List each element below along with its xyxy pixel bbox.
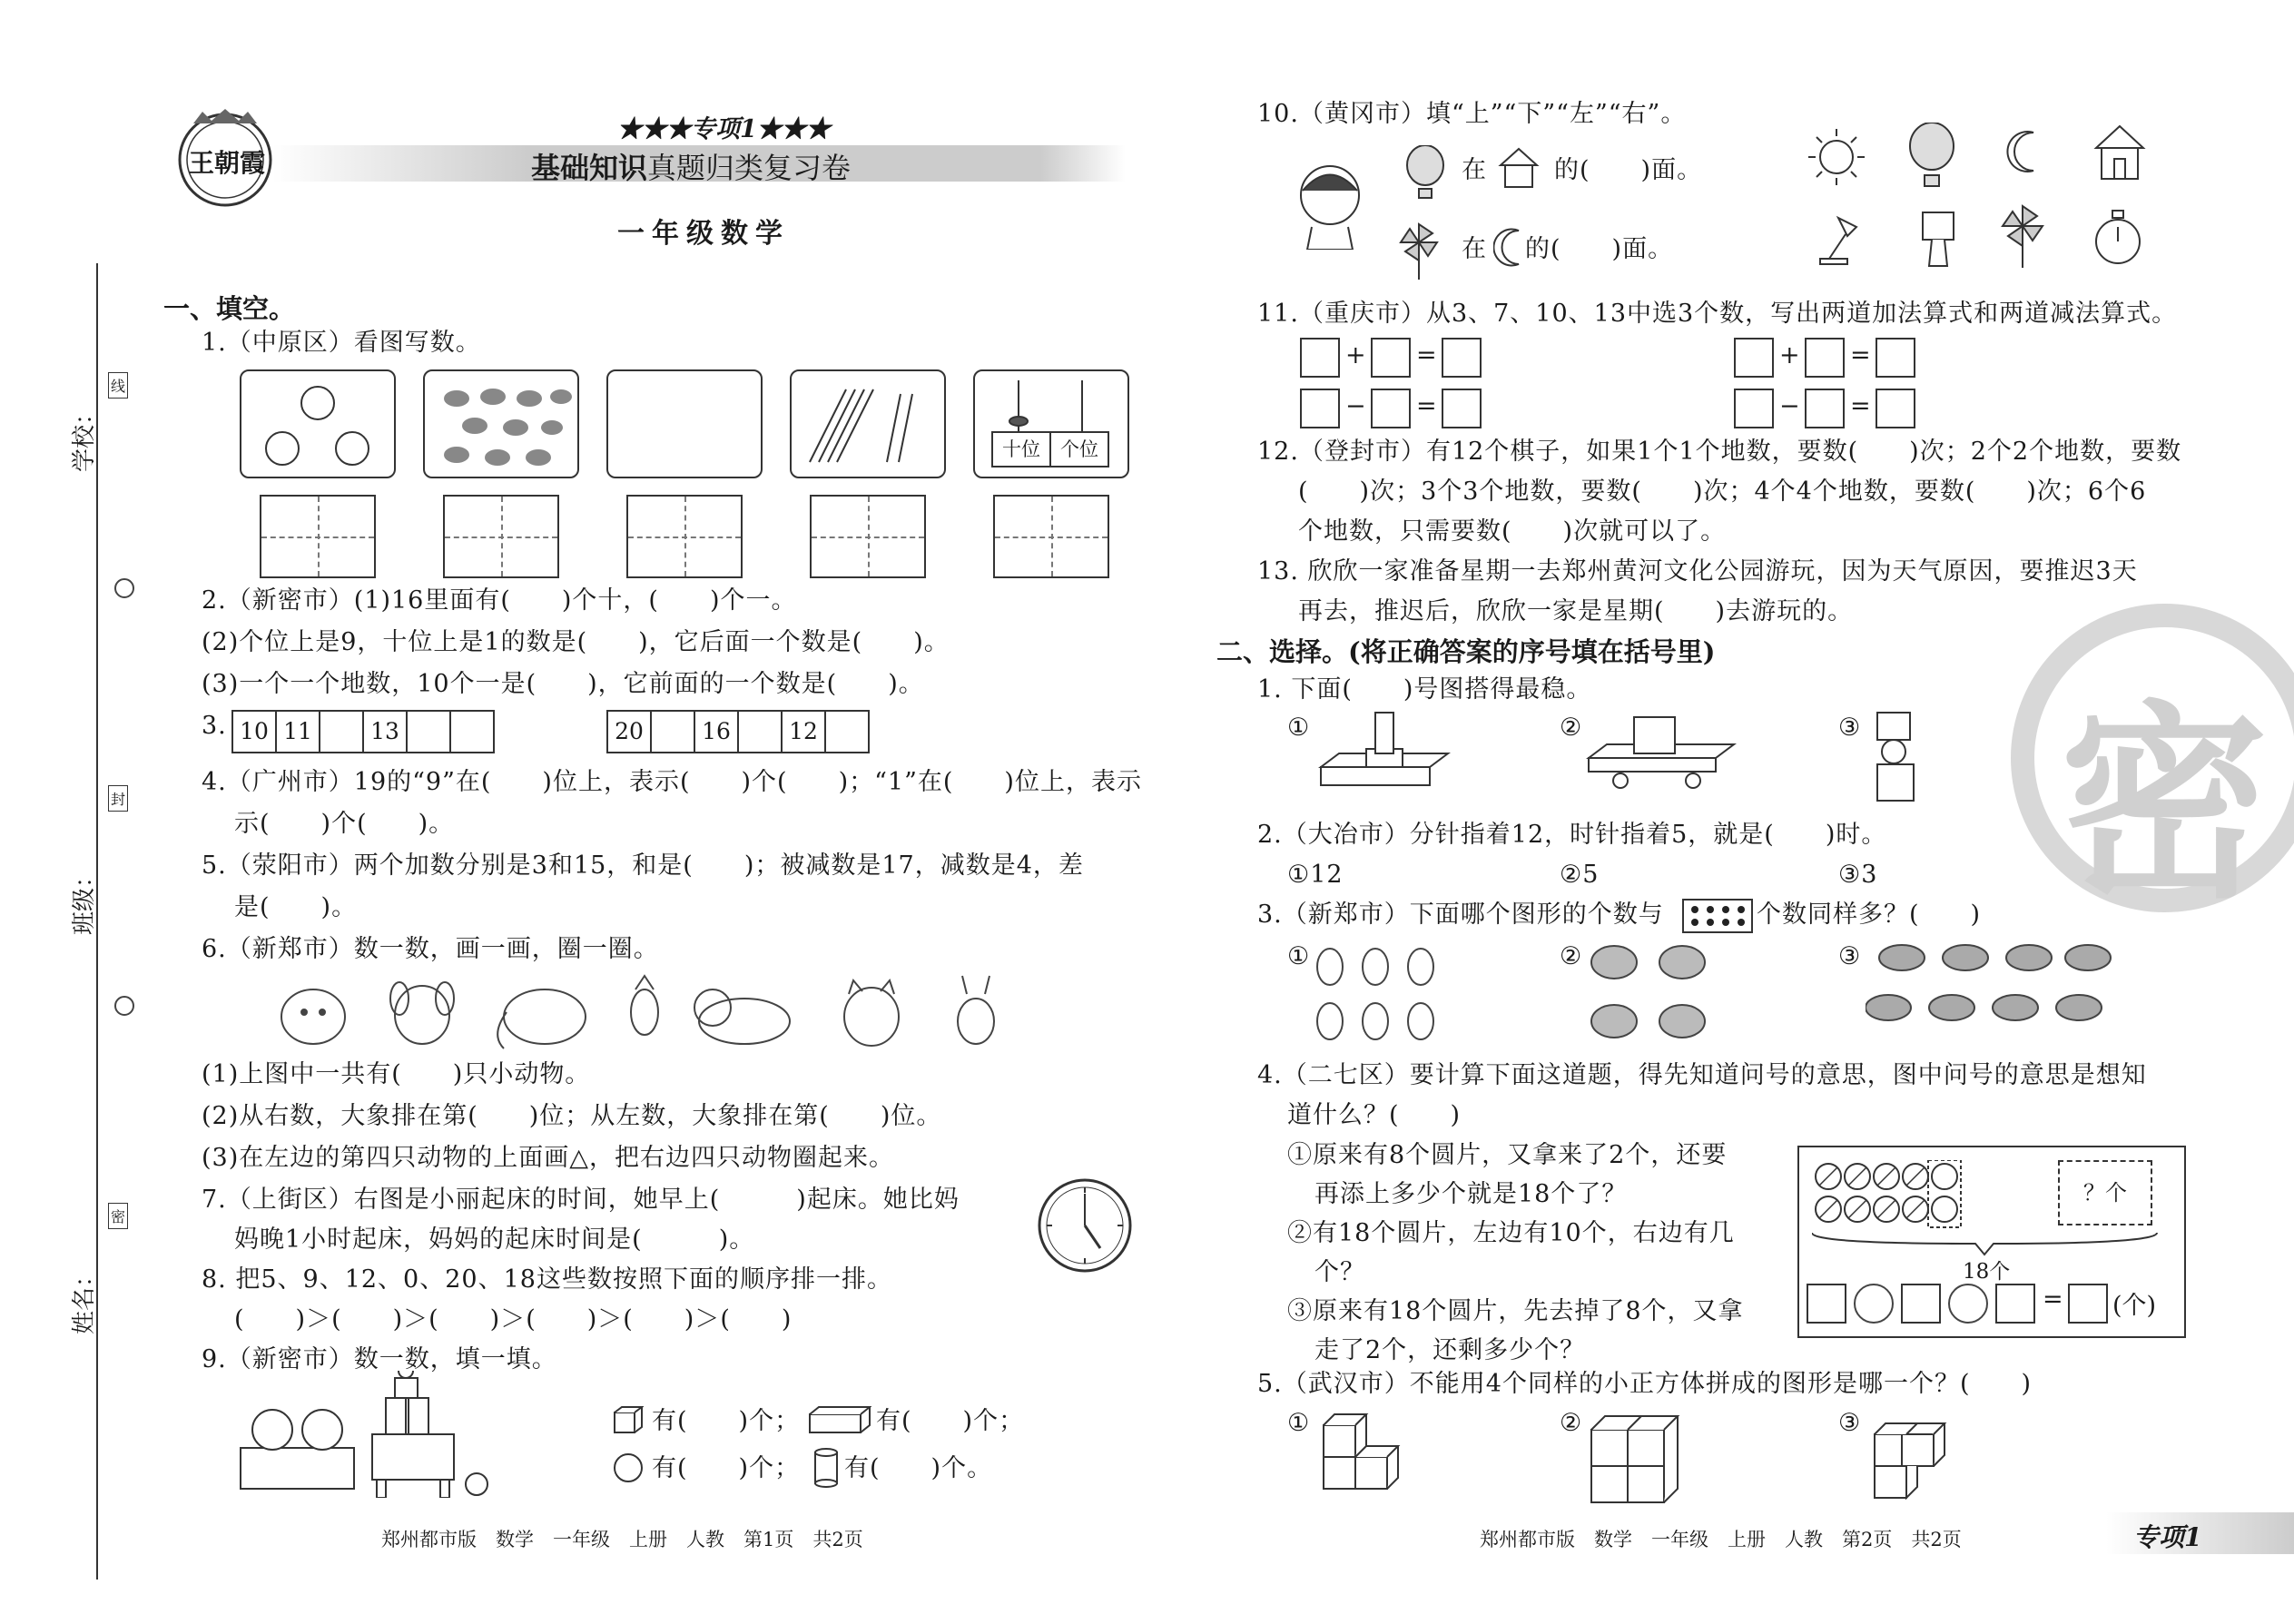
c4-eq-box[interactable] <box>2068 1284 2108 1324</box>
c2-opt-2: ②5 <box>1560 861 1600 889</box>
q3-cell[interactable] <box>451 712 493 752</box>
c4-line-1: 4.（二七区）要计算下面这道题，得先知道问号的意思，图中问号的意思是想知 <box>1257 1061 2147 1089</box>
q9-cube-count: 有( )个； <box>652 1407 801 1435</box>
c4-question-box: ？个 <box>2058 1160 2152 1225</box>
c4-eq-op-circle[interactable] <box>1854 1284 1894 1324</box>
binding-hole-1 <box>114 578 134 598</box>
c4-opt-1a: ①原来有8个圆片，又拿来了2个，还要 <box>1287 1141 1728 1169</box>
q3-cell[interactable] <box>320 712 364 752</box>
q11-box[interactable] <box>1734 338 1774 378</box>
sphere-icon <box>613 1452 644 1483</box>
q11-box[interactable] <box>1442 389 1482 428</box>
q3-cell: 11 <box>277 712 320 752</box>
c3-fish <box>1866 940 2120 1030</box>
c3-opt-2: ② <box>1560 942 1583 970</box>
q3-cell: 10 <box>233 712 277 752</box>
q11-box[interactable] <box>1442 338 1482 378</box>
c3-text-pre: 3.（新郑市）下面哪个图形的个数与 <box>1257 901 1664 929</box>
c4-opt-3a: ③原来有18个圆片，先去掉了8个，又拿 <box>1287 1297 1744 1325</box>
page-title <box>531 145 851 187</box>
q3-cell[interactable] <box>826 712 868 752</box>
header-stars: ★★★专项1★★★ <box>617 115 831 143</box>
q1-picture-sticks <box>790 369 946 478</box>
q6-animals <box>272 971 1017 1053</box>
vase-icon <box>1915 207 1961 271</box>
cylinder-icon <box>812 1447 840 1489</box>
corner-tag <box>2106 1512 2294 1554</box>
watermark-seal <box>2011 604 2294 927</box>
c5-figure-1 <box>1314 1407 1414 1507</box>
c1-text: 1. 下面( )号图搭得最稳。 <box>1257 675 1592 704</box>
c3-dots-icon <box>1682 899 1753 933</box>
c3-text-post: 个数同样多？( ) <box>1757 901 1982 929</box>
q2-line-1: 2.（新密市）(1)16里面有( )个十，( )个一。 <box>202 586 797 615</box>
q3-cell[interactable] <box>652 712 695 752</box>
pinwheel-icon <box>1396 222 1442 281</box>
q10a-post: 的( )面。 <box>1554 156 1703 184</box>
c5-opt-1: ① <box>1287 1409 1311 1437</box>
q6-sub-2: (2)从右数，大象排在第( )位；从左数，大象排在第( )位。 <box>202 1102 942 1130</box>
binding-mark-3: 密 <box>108 1203 128 1229</box>
q6-text: 6.（新郑市）数一数，画一画，圈一圈。 <box>202 935 659 963</box>
c4-line-2: 道什么？( ) <box>1287 1101 1462 1129</box>
q13-line-1: 13. 欣欣一家准备星期一去郑州黄河文化公园游玩，因为天气原因，要推迟3天 <box>1257 557 2138 586</box>
left-footer: 郑州都市版 数学 一年级 上册 人教 第1页 共2页 <box>381 1529 863 1550</box>
q9-shape-picture <box>236 1371 499 1498</box>
q1-answer-grid-3[interactable] <box>626 495 743 578</box>
right-footer: 郑州都市版 数学 一年级 上册 人教 第2页 共2页 <box>1480 1529 1962 1550</box>
q7-line-2: 妈晚1小时起床，妈妈的起床时间是( )。 <box>234 1225 755 1254</box>
q1-answer-grid-4[interactable] <box>810 495 926 578</box>
q8-text: 8. 把5、9、12、0、20、18这些数按照下面的顺序排一排。 <box>202 1265 892 1294</box>
corner-tag-text: 专项1 <box>2133 1522 2202 1552</box>
house-icon <box>1496 145 1541 191</box>
q11-op: = <box>1850 341 1872 369</box>
q2-line-2: (2)个位上是9，十位上是1的数是( )，它后面一个数是( )。 <box>202 628 950 656</box>
q12-line-3: 个地数，只需要数( )次就可以了。 <box>1298 517 1727 546</box>
q2-line-3: (3)一个一个地数，10个一是( )，它前面的一个数是( )。 <box>202 670 924 698</box>
q1-answer-grid-2[interactable] <box>443 495 559 578</box>
c2-opt-1: ①12 <box>1287 861 1344 889</box>
cube-icon <box>613 1405 644 1436</box>
c5-figure-2 <box>1587 1407 1687 1507</box>
lamp-icon <box>1811 209 1871 269</box>
q13-line-2: 再去，推迟后，欣欣一家是星期( )去游玩的。 <box>1298 597 1854 625</box>
q9-text: 9.（新密市）数一数，填一填。 <box>202 1345 557 1373</box>
q11-box[interactable] <box>1805 389 1845 428</box>
q1-answer-grid-1[interactable] <box>260 495 376 578</box>
c1-figure-3 <box>1870 708 1925 808</box>
c4-opt-2b: 个？ <box>1314 1258 1365 1286</box>
c4-total-label: 18个 <box>1963 1260 2011 1284</box>
logo-text: 王朝霞 <box>189 148 266 178</box>
c3-pears <box>1312 940 1448 1048</box>
q4-line-2: 示( )个( )。 <box>234 810 455 838</box>
q11-op: + <box>1345 341 1367 369</box>
stopwatch-icon <box>2092 209 2143 267</box>
q12-line-2: ( )次；3个3个地数，要数( )次；4个4个地数，要数( )次；6个6 <box>1298 477 2147 506</box>
c4-eq-box[interactable] <box>1901 1284 1941 1324</box>
q11-box[interactable] <box>1300 338 1340 378</box>
c3-opt-3: ③ <box>1838 942 1862 970</box>
c1-opt-2: ② <box>1560 714 1583 742</box>
q3-cell: 13 <box>364 712 408 752</box>
c3-opt-1: ① <box>1287 942 1311 970</box>
binding-hole-2 <box>114 996 134 1016</box>
q11-box[interactable] <box>1371 389 1411 428</box>
q11-box[interactable] <box>1876 338 1915 378</box>
q10a-pre: 在 <box>1462 156 1487 184</box>
logo <box>162 107 289 216</box>
c1-opt-3: ③ <box>1838 714 1862 742</box>
c5-opt-3: ③ <box>1838 1409 1862 1437</box>
c4-eq-box[interactable] <box>1807 1284 1846 1324</box>
q11-box[interactable] <box>1734 389 1774 428</box>
watermark-text: 密 <box>2060 682 2269 927</box>
balloon-icon-2 <box>1906 123 1957 188</box>
q11-op: + <box>1779 341 1801 369</box>
moon-icon-2 <box>2006 129 2046 174</box>
binding-mark-1: 线 <box>108 372 128 399</box>
sun-icon <box>1807 127 1866 187</box>
page-title-rest: 真题归类复习卷 <box>647 151 852 185</box>
c2-opt-3: ③3 <box>1838 861 1878 889</box>
q3-cell[interactable] <box>408 712 451 752</box>
q1-text: 1.（中原区）看图写数。 <box>202 329 481 357</box>
moon-icon <box>1493 227 1530 268</box>
q11-text: 11.（重庆市）从3、7、10、13中选3个数，写出两道加法算式和两道减法算式。 <box>1257 300 2178 328</box>
cuboid-icon <box>808 1405 871 1436</box>
binding-mark-2: 封 <box>108 785 128 812</box>
q10b-post: 的( )面。 <box>1525 235 1674 263</box>
q3-number: 3. <box>202 712 227 740</box>
q1-picture-leaves <box>423 369 579 478</box>
abacus-tens-label: 十位 <box>991 431 1051 468</box>
section-2-heading: 二、选择。(将正确答案的序号填在括号里) <box>1216 636 1716 667</box>
c3-butterflies <box>1587 940 1714 1048</box>
c4-opt-3b: 走了2个，还剩多少个？ <box>1314 1336 1586 1364</box>
q6-sub-3: (3)在左边的第四只动物的上面画△，把右边四只动物圈起来。 <box>202 1144 895 1172</box>
c4-eq-op-circle[interactable] <box>1948 1284 1988 1324</box>
q11-op: − <box>1779 392 1801 420</box>
page-title-bold: 基础知识 <box>531 151 648 185</box>
c1-opt-1: ① <box>1287 714 1311 742</box>
c1-figure-1 <box>1316 708 1452 799</box>
q1-picture-abacus <box>973 369 1129 478</box>
c5-figure-3 <box>1866 1407 1947 1507</box>
binding-school: 学校： <box>71 400 98 472</box>
girl-icon <box>1294 159 1366 250</box>
q3-sequence-2 <box>606 710 870 753</box>
q3-sequence-1 <box>231 710 495 753</box>
abacus-ones-label: 个位 <box>1049 431 1109 468</box>
q5-line-1: 5.（荥阳市）两个加数分别是3和15，和是( )；被减数是17，减数是4，差 <box>202 851 1084 880</box>
c4-unit: (个) <box>2112 1292 2157 1320</box>
c4-opt-2a: ②有18个圆片，左边有10个，右边有几 <box>1287 1219 1735 1247</box>
q9-sphere-count: 有( )个； <box>652 1454 801 1482</box>
c5-opt-2: ② <box>1560 1409 1583 1437</box>
balloon-icon <box>1403 145 1448 200</box>
q11-box[interactable] <box>1805 338 1845 378</box>
c4-discs-icon <box>1812 1160 2039 1233</box>
q3-cell: 12 <box>783 712 826 752</box>
q3-cell[interactable] <box>739 712 783 752</box>
q11-op: = <box>1416 392 1438 420</box>
q11-op: = <box>1416 341 1438 369</box>
q1-answer-grid-5[interactable] <box>993 495 1109 578</box>
q3-cell: 20 <box>608 712 652 752</box>
q11-box[interactable] <box>1876 389 1915 428</box>
c4-eq-box[interactable] <box>1995 1284 2035 1324</box>
q11-op: − <box>1345 392 1367 420</box>
c5-text: 5.（武汉市）不能用4个同样的小正方体拼成的图形是哪一个？( ) <box>1257 1370 2033 1398</box>
q4-line-1: 4.（广州市）19的“9”在( )位上，表示( )个( )；“1”在( )位上，表示 <box>202 768 1142 796</box>
q1-picture-monkeys <box>240 369 396 478</box>
c4-eq-sign: = <box>2043 1285 2063 1314</box>
pinwheel-icon-2 <box>1997 204 2048 270</box>
q5-line-2: 是( )。 <box>234 893 358 921</box>
binding-class: 班级： <box>71 863 98 935</box>
q11-box[interactable] <box>1371 338 1411 378</box>
q7-clock-icon <box>1035 1176 1135 1275</box>
q12-line-1: 12.（登封市）有12个棋子，如果1个1个地数，要数( )次；2个2个地数，要数 <box>1257 438 2182 466</box>
q3-cell: 16 <box>695 712 739 752</box>
binding-name: 姓名： <box>71 1263 98 1334</box>
q10b-pre: 在 <box>1462 235 1487 263</box>
q6-sub-1: (1)上图中一共有( )只小动物。 <box>202 1060 591 1088</box>
c4-opt-1b: 再添上多少个就是18个了？ <box>1314 1180 1628 1208</box>
q1-picture-empty <box>606 369 763 478</box>
q9-cuboid-count: 有( )个； <box>876 1407 1025 1435</box>
q10-text: 10.（黄冈市）填“上”“下”“左”“右”。 <box>1257 100 1687 128</box>
subject-title: 一年级数学 <box>617 218 790 250</box>
section-1-heading: 一、填空。 <box>163 293 296 324</box>
q9-cylinder-count: 有( )个。 <box>844 1454 993 1482</box>
q11-op: = <box>1850 392 1872 420</box>
q8-blanks[interactable]: ( )＞( )＞( )＞( )＞( )＞( ) <box>234 1305 793 1334</box>
c4-diagram <box>1797 1146 2186 1338</box>
house-icon-2 <box>2092 123 2147 182</box>
c1-figure-2 <box>1584 708 1738 799</box>
c2-text: 2.（大冶市）分针指着12，时针指着5，就是( )时。 <box>1257 821 1887 849</box>
q7-line-1: 7.（上街区）右图是小丽起床的时间，她早上( )起床。她比妈 <box>202 1186 960 1214</box>
q11-box[interactable] <box>1300 389 1340 428</box>
